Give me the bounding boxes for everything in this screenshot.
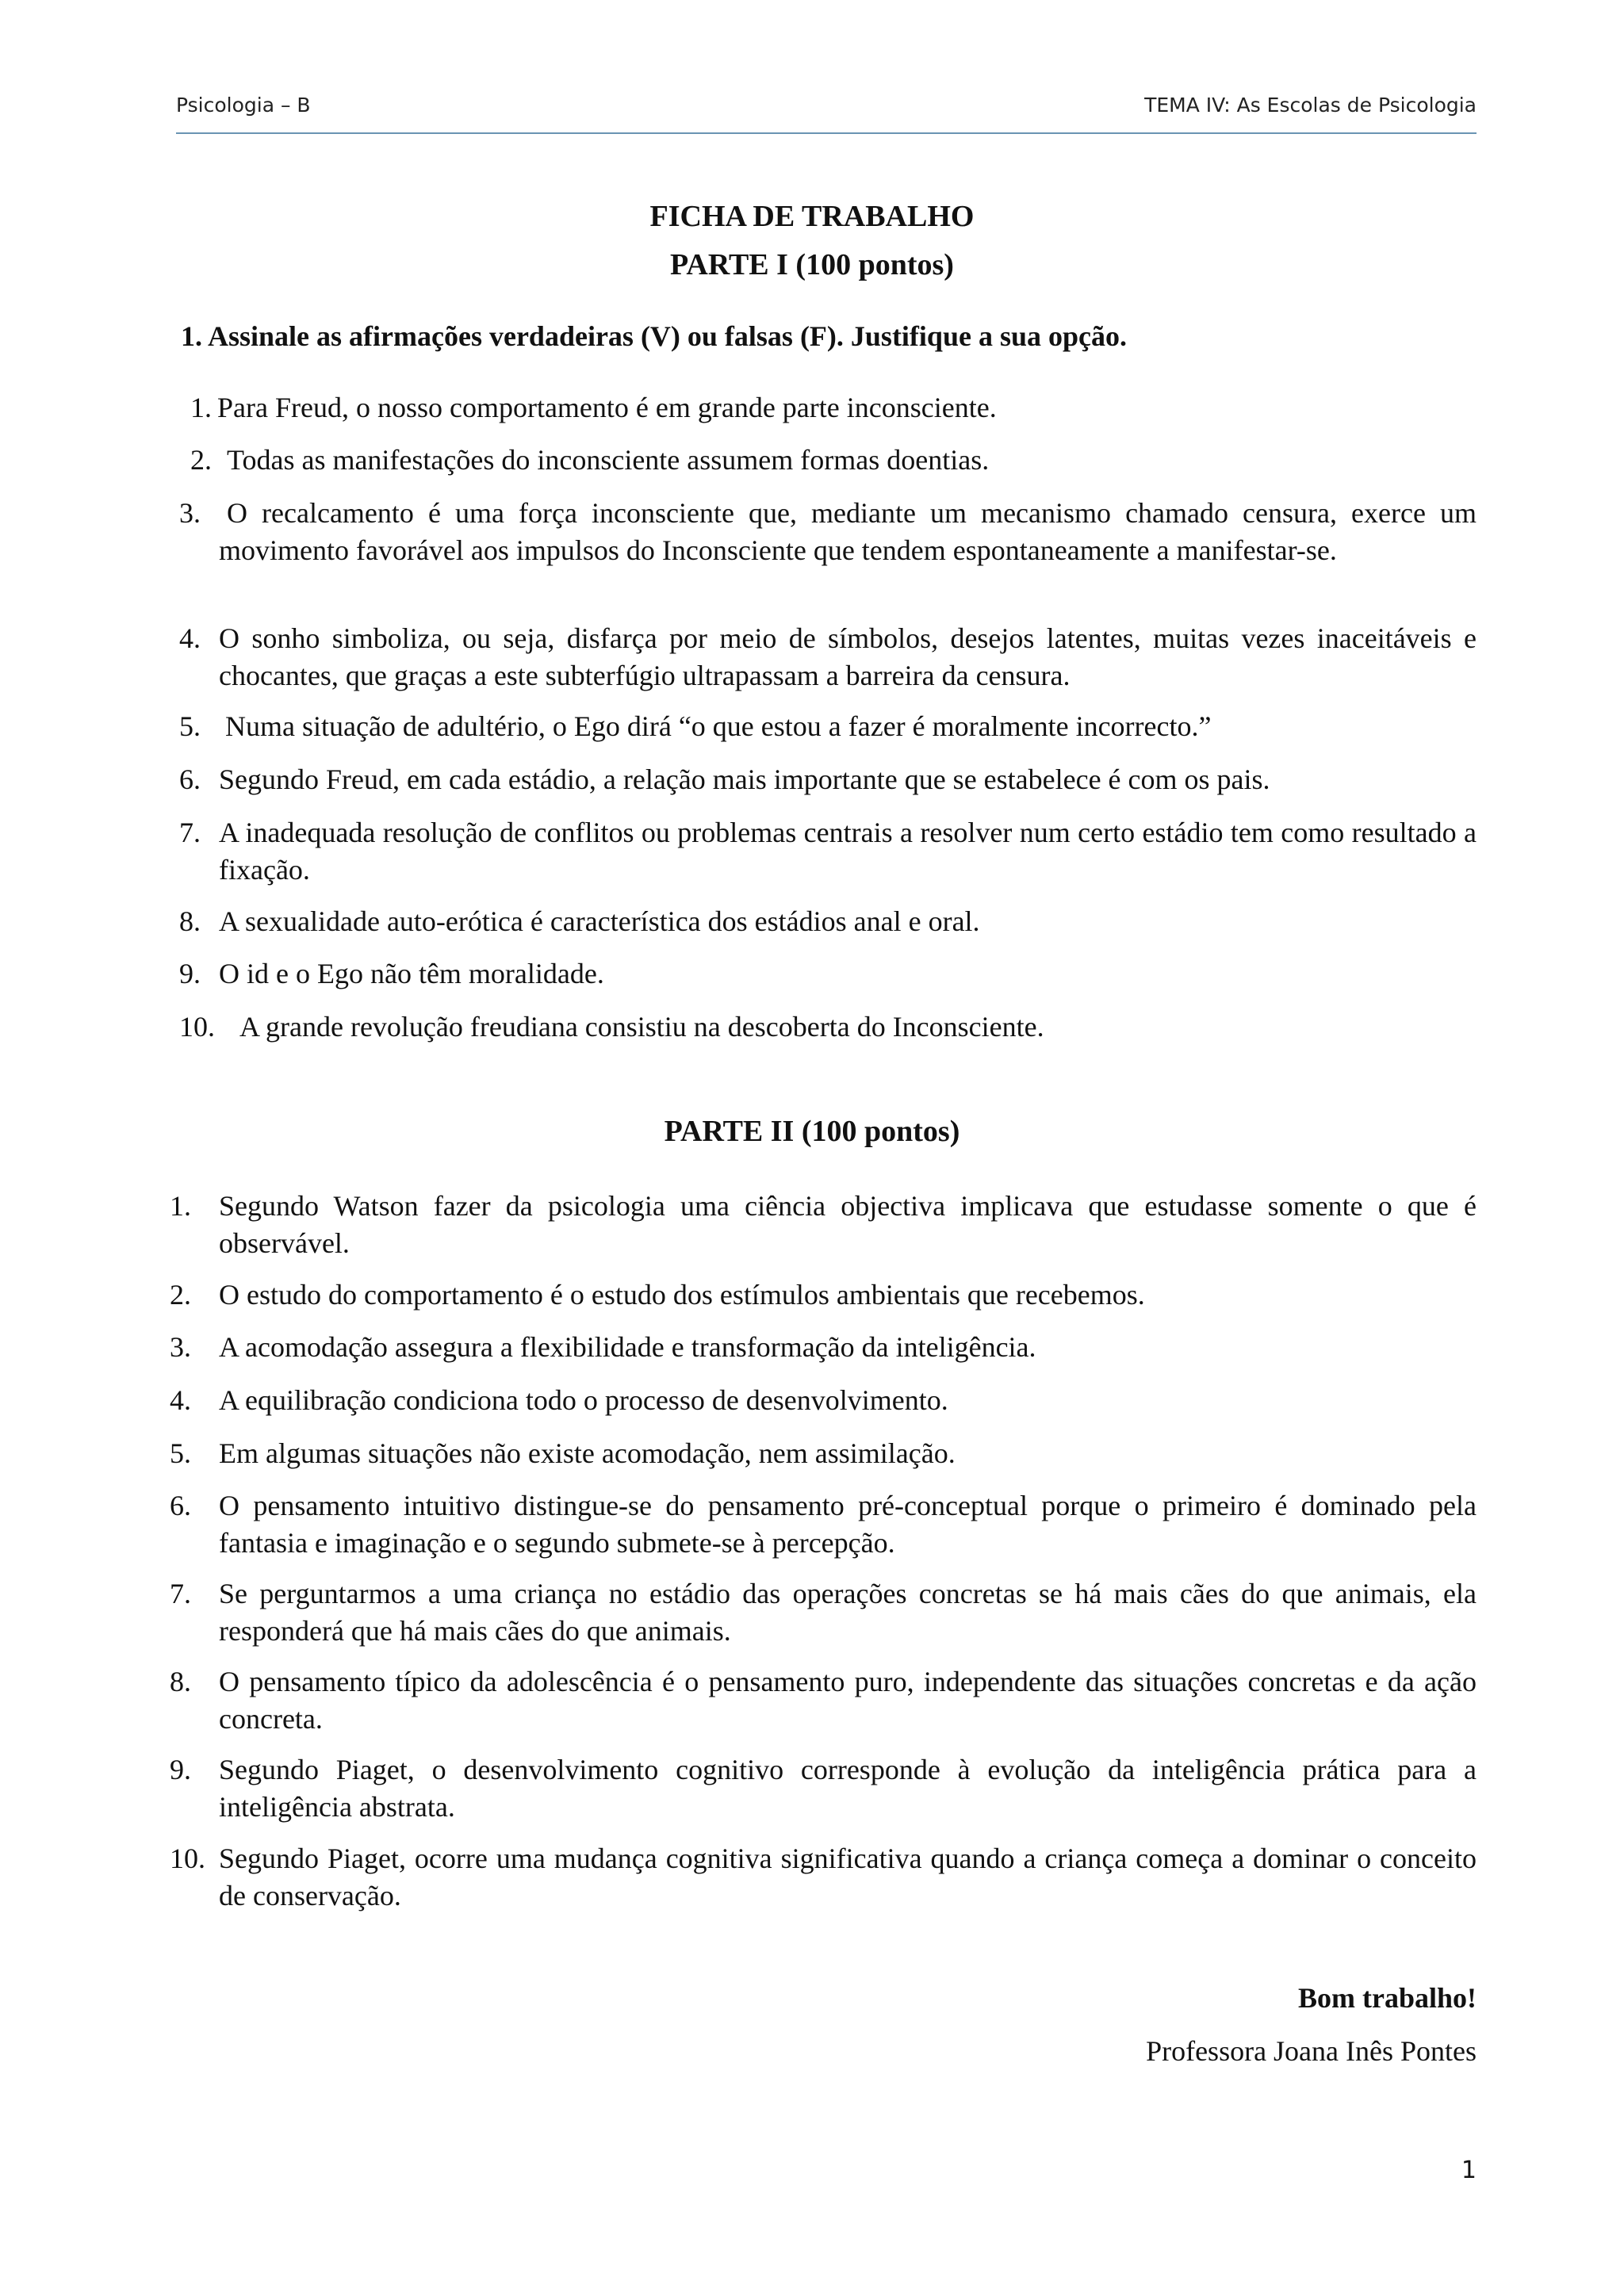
item-text: O sonho simboliza, ou seja, disfarça por meio de símbolos, desejos latentes, muitas vezes inaceitáveis e chocantes, que graças a este subterfúgio ultrapassam a barreira da censura.: [219, 622, 1477, 691]
item-number: 8.: [170, 1666, 191, 1697]
list-item: [179, 903, 1477, 940]
item-number: 4.: [179, 622, 201, 654]
item-text: Segundo Piaget, ocorre uma mudança cognitiva significativa quando a criança começa a dominar o conceito de conservação.: [219, 1843, 1477, 1911]
list-item: [170, 1382, 1477, 1419]
item-number: 7.: [179, 817, 201, 848]
header-divider: [176, 132, 1477, 134]
item-text: O pensamento intuitivo distingue-se do pensamento pré-conceptual porque o primeiro é dominado pela fantasia e imaginação e o segundo submete-se à percepção.: [219, 1490, 1477, 1559]
item-text: A acomodação assegura a flexibilidade e transformação da inteligência.: [219, 1331, 1036, 1363]
item-number: 1.: [170, 1190, 191, 1222]
item-text: O id e o Ego não têm moralidade.: [219, 958, 604, 989]
item-text: Para Freud, o nosso comportamento é em grande parte inconsciente.: [217, 392, 997, 423]
item-number: 3.: [170, 1331, 191, 1363]
running-header: [176, 94, 1477, 117]
item-number: 1.: [190, 392, 212, 423]
part1-instruction: 1. Assinale as afirmações verdadeiras (V) ou falsas (F). Justifique a sua opção.: [181, 320, 1127, 352]
list-item: [170, 1435, 1477, 1472]
item-number: 9.: [179, 958, 201, 989]
item-number: 8.: [179, 905, 201, 937]
item-text: Todas as manifestações do inconsciente assumem formas doentias.: [227, 444, 990, 476]
item-number: 5.: [170, 1437, 191, 1469]
list-item: [170, 1487, 1477, 1562]
item-text: Segundo Watson fazer da psicologia uma ciência objectiva implicava que estudasse somente o que é observável.: [219, 1190, 1477, 1259]
list-item: [179, 761, 1477, 798]
list-item: [170, 1329, 1477, 1366]
item-text: O recalcamento é uma força inconsciente que, mediante um mecanismo chamado censura, exerce um movimento favorável aos impulsos do Inconsciente que tendem espontaneamente a manifestar-se.: [219, 497, 1477, 566]
page-number: 1: [1461, 2156, 1477, 2184]
item-text: A sexualidade auto-erótica é característica dos estádios anal e oral.: [219, 905, 980, 937]
list-item: [179, 1008, 1477, 1046]
item-text: O pensamento típico da adolescência é o pensamento puro, independente das situações concretas e da ação concreta.: [219, 1666, 1477, 1735]
list-item: [170, 1751, 1477, 1826]
teacher-signature: Professora Joana Inês Pontes: [1146, 2035, 1477, 2067]
item-number: 5.: [179, 710, 201, 742]
list-item: [170, 1188, 1477, 1262]
item-number: 7.: [170, 1578, 191, 1609]
item-number: 4.: [170, 1384, 191, 1416]
list-item: [179, 955, 1477, 993]
list-item: [190, 389, 1491, 427]
item-number: 2.: [170, 1279, 191, 1311]
list-item: [170, 1276, 1477, 1314]
document-title: FICHA DE TRABALHO: [649, 200, 975, 233]
item-text: Segundo Freud, em cada estádio, a relação mais importante que se estabelece é com os pais.: [219, 763, 1270, 795]
item-text: Em algumas situações não existe acomodação, nem assimilação.: [219, 1437, 956, 1469]
part1-title: PARTE I (100 pontos): [670, 248, 954, 281]
item-number: 10.: [170, 1843, 205, 1874]
item-text: Numa situação de adultério, o Ego dirá “o que estou a fazer é moralmente incorrecto.”: [225, 710, 1212, 742]
list-item: [179, 814, 1477, 889]
list-item: [179, 620, 1477, 695]
item-number: 6.: [170, 1490, 191, 1521]
item-text: A inadequada resolução de conflitos ou problemas centrais a resolver num certo estádio tem como resultado a fixação.: [219, 817, 1477, 886]
list-item: [170, 1663, 1477, 1738]
header-subject: Psicologia – B: [176, 94, 311, 117]
header-theme: TEMA IV: As Escolas de Psicologia: [1144, 94, 1477, 117]
list-item: [190, 442, 1491, 479]
item-text: Segundo Piaget, o desenvolvimento cognitivo corresponde à evolução da inteligência prática para a inteligência abstrata.: [219, 1754, 1477, 1823]
item-text: Se perguntarmos a uma criança no estádio das operações concretas se há mais cães do que animais, ela responderá que há mais cães do que animais.: [219, 1578, 1477, 1647]
item-number: 6.: [179, 763, 201, 795]
item-number: 9.: [170, 1754, 191, 1785]
closing-greeting: Bom trabalho!: [1298, 1982, 1477, 2014]
list-item: [179, 495, 1477, 569]
list-item: [170, 1840, 1477, 1915]
item-text: A equilibração condiciona todo o processo de desenvolvimento.: [219, 1384, 948, 1416]
item-number: 3.: [179, 497, 201, 529]
list-item: [170, 1575, 1477, 1650]
item-text: O estudo do comportamento é o estudo dos estímulos ambientais que recebemos.: [219, 1279, 1145, 1311]
list-item: [179, 708, 1477, 745]
item-number: 10.: [179, 1011, 215, 1043]
item-text: A grande revolução freudiana consistiu na descoberta do Inconsciente.: [239, 1011, 1044, 1043]
item-number: 2.: [190, 444, 212, 476]
part2-title: PARTE II (100 pontos): [664, 1115, 960, 1148]
